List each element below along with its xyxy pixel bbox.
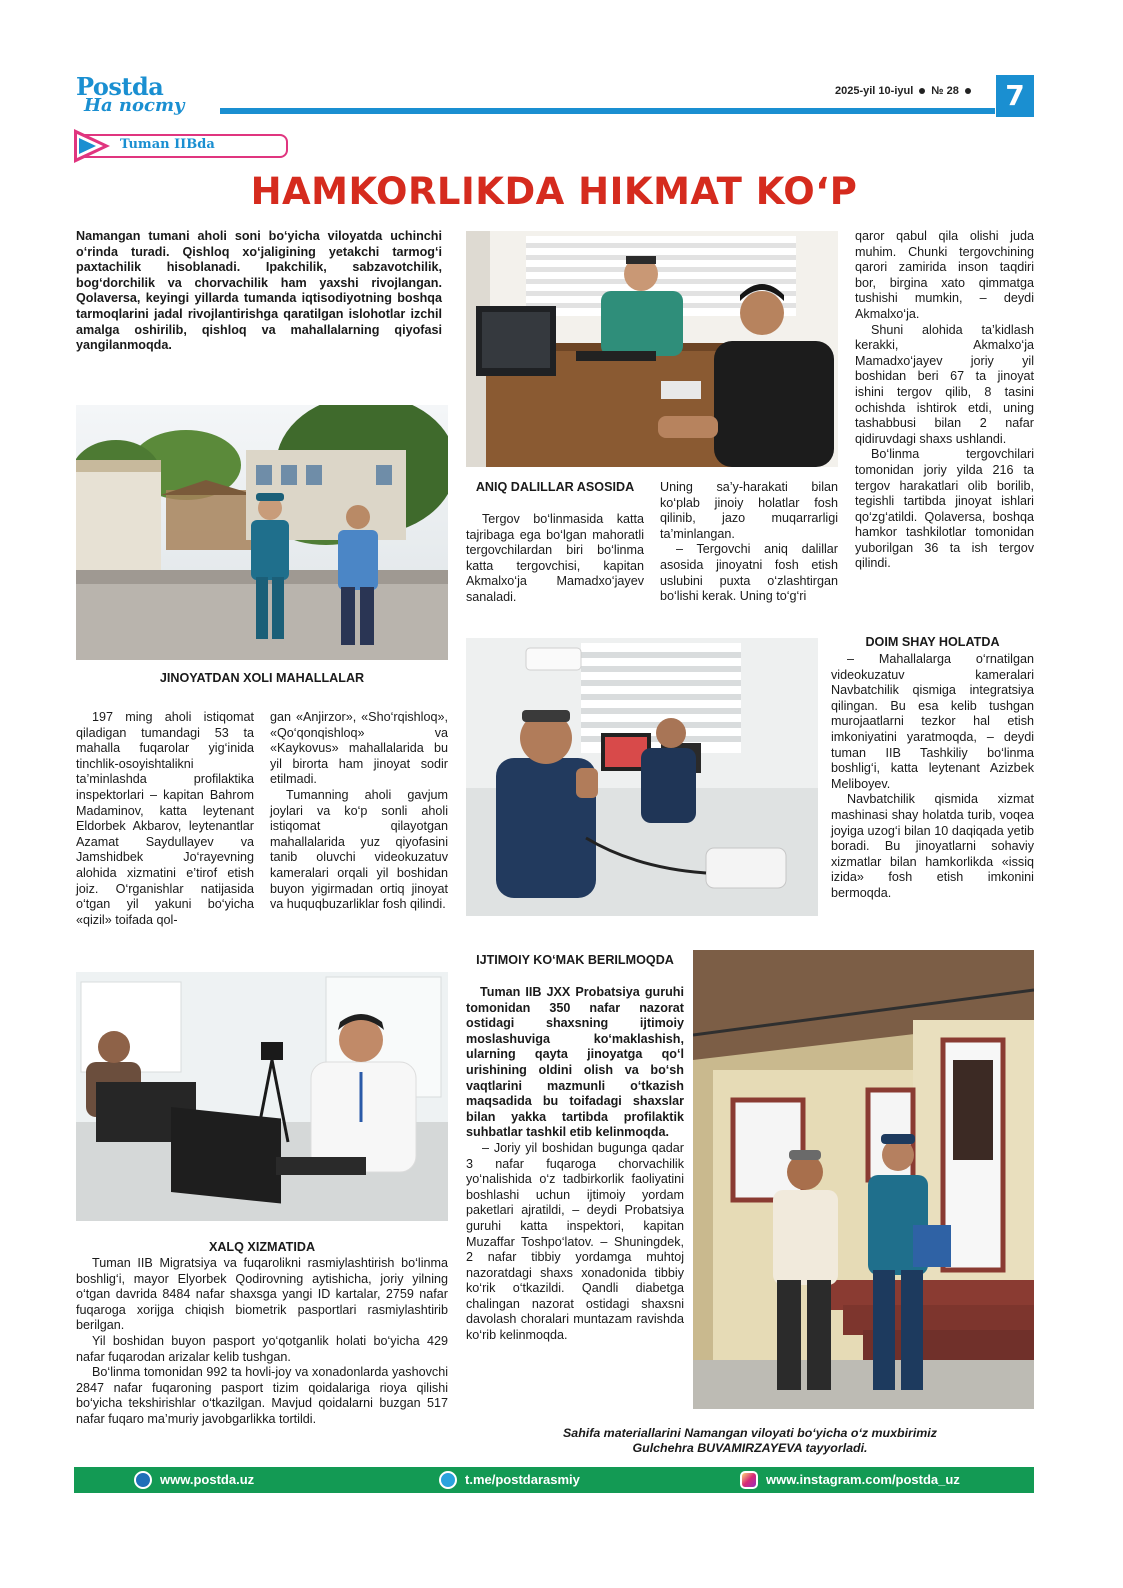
instagram-icon bbox=[740, 1471, 758, 1489]
section-jinoyatdan-col1 bbox=[76, 710, 254, 928]
section-jinoyatdan-col2 bbox=[270, 710, 448, 913]
section-aniq-col2 bbox=[660, 480, 838, 605]
paragraph: Tuman IIB Migratsiya va fuqarolikni rasmiylashtirish bo‘linma boshlig‘i, mayor Elyorbek Qodirovning aytishicha, joriy yilning o‘tgan davrida 8484 nafar shaxsga yangi ID kartalar, 2759 nafar fuqaroga xorijga chiqish biometrik pasportlari rasmiylashtirib berilgan. bbox=[76, 1256, 448, 1333]
article-headline: HAMKORLIKDA HIKMAT KO‘P bbox=[250, 170, 858, 213]
section-title-doim: DOIM SHAY HOLATDA bbox=[865, 635, 1000, 649]
section-title-jinoyatdan: JINOYATDAN XOLI MAHALLALAR bbox=[159, 671, 365, 685]
section-aniq-col3 bbox=[855, 229, 1034, 572]
logo-top-text: Postda bbox=[76, 72, 164, 101]
photo-home-visit bbox=[693, 950, 1034, 1409]
footer-website-text: www.postda.uz bbox=[160, 1472, 255, 1487]
paragraph: 197 ming aholi istiqomat qiladigan tumandagi 53 ta mahalla fuqarolar yig‘inida tinchlik-osoyishtalikni ta’minlashda profilaktika inspektorlari – kapitan Bahrom Madaminov, katta leytenant Eldorbek Akbarov, leytenantlar Azamat Saydullayev va Jamshidbek Jo‘rayevning alohida xizmatini e’tirof etish joiz. O‘rganishlar natijasida o‘tgan yil yakuni bo‘yicha «qizil» toifada qol- bbox=[76, 710, 254, 927]
footer-telegram-link[interactable] bbox=[439, 1471, 580, 1489]
footer-instagram-text: www.instagram.com/postda_uz bbox=[766, 1472, 960, 1487]
paragraph: gan «Anjirzor», «Sho‘rqishloq», «Qo‘qonqishloq» va «Kaykovus» mahallalarida bu yil birorta ham jinoyat sodir etilmadi. bbox=[270, 710, 448, 787]
telegram-icon bbox=[439, 1471, 457, 1489]
paragraph: Tergov bo‘linmasida katta tajribaga ega bo‘lgan mahoratli tergovchilardan biri bo‘linma katta tergovchisi, kapitan Akmalxo‘ja Mamadxo‘jayev sanaladi. bbox=[466, 512, 644, 604]
paragraph: Shuni alohida ta’kidlash kerakki, Akmalxo‘ja Mamadxo‘jayev joriy yil boshidan beri 67 ta jinoyat ishini tergov qilib, 8 tasini ochishda ishtirok etdi, uning tashabbusi bilan 2 nafar qidiruvdagi shaxs ushlandi. bbox=[855, 322, 1034, 446]
postda-logo bbox=[76, 74, 206, 118]
section-ijtimoiy-body bbox=[466, 985, 684, 1344]
paragraph: – Mahallalarga o‘rnatilgan videokuzatuv kameralari Navbatchilik qismiga integratsiya qilingan. Bu esa kelib tushgan murojaatlarni tezkor hal etish imkoniyatini yaratmoqda, – deydi tuman IIB Tashkiliy bo‘linma boshlig‘i, katta leytenant Azizbek Meliboyev. bbox=[831, 652, 1034, 791]
paragraph: Tumanning aholi gavjum joylari va ko‘p sonli aholi istiqomat qilayotgan mahallalarida yuz qiyofasini tanib oluvchi videokuzatuv kameralari orqali yil boshidan buyon yigirmadan ortiq jinoyat va huquqbuzarliklar fosh qilindi. bbox=[270, 787, 448, 912]
paragraph: Uning sa’y-harakati bilan ko‘plab jinoiy holatlar fosh qilinib, jazo muqarrarligi ta’minlangan. bbox=[660, 480, 838, 541]
paragraph: Bo‘linma tergovchilari tomonidan joriy yilda 216 ta tergov harakatlari olib borilib, tegishli tartibda jinoyat ishlari qo‘zg‘atildi. Qolaversa, boshqa hamkor tashkilotlar tomonidan yuborilgan 36 ta ish tergov qilindi. bbox=[855, 447, 1034, 571]
paragraph: qaror qabul qila olishi juda muhim. Chunki tergovchining qarori zamirida inson taqdiri bor, birgina xato qimmatga tushishi mumkin, – deydi Akmalxo‘ja. bbox=[855, 229, 1034, 321]
rubric-tag bbox=[74, 129, 288, 163]
issue-number: № 28 bbox=[931, 85, 959, 97]
paragraph: Bo‘linma tomonidan 992 ta hovli-joy va xonadonlarda yashovchi 2847 nafar fuqaroning pasport tizim qoidalariga rioya qilishi bo‘yicha tekshirishlar o‘tkazilgan. Mavjud qoidalarni buzgan 517 nafar fuqaro ma’muriy javobgarlikka tortildi. bbox=[76, 1365, 448, 1426]
author-credit bbox=[470, 1426, 1030, 1456]
article-intro: Namangan tumani aholi soni bo‘yicha viloyatda uchinchi o‘rinda turadi. Qishloq xo‘jaligining yetakchi tarmog‘i paxtachilik hisoblanadi. Ipakchilik, sabzavotchilik, bog‘dorchilik va chorvachilik ham yaxshi rivojlangan. Qolaversa, keyingi yillarda tumanda iqtisodiyotning boshqa tarmoqlarini jadal rivojlantirishga qaratilgan islohotlar izchil amalga oshirilib, qishloq va mahallalarning qiyofasi yangilanmoqda. bbox=[76, 229, 442, 353]
credit-line-2: Gulchehra BUVAMIRZAYEVA tayyorladi. bbox=[632, 1441, 868, 1455]
credit-line-1: Sahifa materiallarini Namangan viloyati bo‘yicha o‘z muxbirimiz bbox=[563, 1426, 937, 1440]
photo-investigator-office bbox=[466, 231, 838, 467]
footer-bar bbox=[74, 1467, 1034, 1493]
rubric-label: Tuman IIBda bbox=[120, 137, 215, 152]
globe-icon bbox=[134, 1471, 152, 1489]
section-xalq-body bbox=[76, 1256, 448, 1428]
section-doim-body bbox=[831, 652, 1034, 902]
paragraph: – Joriy yil boshidan bugunga qadar 3 nafar fuqaroga chorvachilik yo‘nalishida o‘z tadbirkorlik faoliyatini boshlashi uchun ijtimoiy yordam paketlari ajratildi, – deydi Probatsiya guruhi katta inspektori, kapitan Muzaffar Toshpo‘latov. – Shuningdek, 2 nafar tibbiy yordamga muhtoj nazoratdagi shaxs xonadonida tibbiy ko‘rik o‘tkazildi. Qandli diabetga chalingan nazorat ostidagi shaxsni davolash choralari muntazam ravishda ko‘rib kelinmoqda. bbox=[466, 1140, 684, 1343]
issue-info bbox=[835, 85, 977, 97]
section-title-xalq: XALQ XIZMATIDA bbox=[208, 1240, 316, 1254]
footer-telegram-text: t.me/postdarasmiy bbox=[465, 1472, 580, 1487]
photo-migration-office bbox=[76, 972, 448, 1221]
section-title-ijtimoiy: IJTIMOIY KO‘MAK BERILMOQDA bbox=[476, 953, 674, 967]
paragraph-lead: Tuman IIB JXX Probatsiya guruhi tomonidan 350 nafar nazorat ostidagi shaxsning ijtimoiy moslashuviga ko‘maklashish, ularning qayta jinoyatga qo‘l urishining oldini olish va bo‘sh vaqtlarini mazmunli o‘tkazish maqsadida bu toifadagi shaxslar bilan yakka tartibda profilaktik suhbatlar tashkil etib kelinmoqda. bbox=[466, 985, 684, 1140]
section-title-aniq: ANIQ DALILLAR ASOSIDA bbox=[475, 480, 635, 494]
logo-bottom-text: На посту bbox=[84, 95, 185, 116]
paragraph: – Tergovchi aniq dalillar asosida jinoyatni fosh etish uslubini puxta o‘zlashtirgan bo‘lishi kerak. Uning to‘g‘ri bbox=[660, 542, 838, 604]
bullet-icon bbox=[919, 88, 925, 94]
issue-date: 2025-yil 10-iyul bbox=[835, 85, 914, 97]
page-number: 7 bbox=[996, 75, 1034, 117]
paragraph: Yil boshidan buyon pasport yo‘qotganlik holati bo‘yicha 429 nafar fuqarodan arizalar kelib tushgan. bbox=[76, 1333, 448, 1364]
play-arrow-icon-core bbox=[79, 138, 96, 154]
photo-officers-yard bbox=[76, 405, 448, 660]
section-aniq-col1 bbox=[466, 512, 644, 606]
photo-dispatch-room bbox=[466, 638, 818, 916]
bullet-icon bbox=[965, 88, 971, 94]
footer-website-link[interactable] bbox=[134, 1471, 254, 1489]
header-rule bbox=[220, 108, 995, 114]
paragraph: Navbatchilik qismida xizmat mashinasi shay holatda turib, voqea joyiga uzog‘i bilan 10 daqiqada yetib boradi. Bu jinoyatlarni sohaviy xizmatlar bilan hamkorlikda «issiq izida» fosh etish imkonini bermoqda. bbox=[831, 792, 1034, 900]
footer-instagram-link[interactable] bbox=[740, 1471, 960, 1489]
